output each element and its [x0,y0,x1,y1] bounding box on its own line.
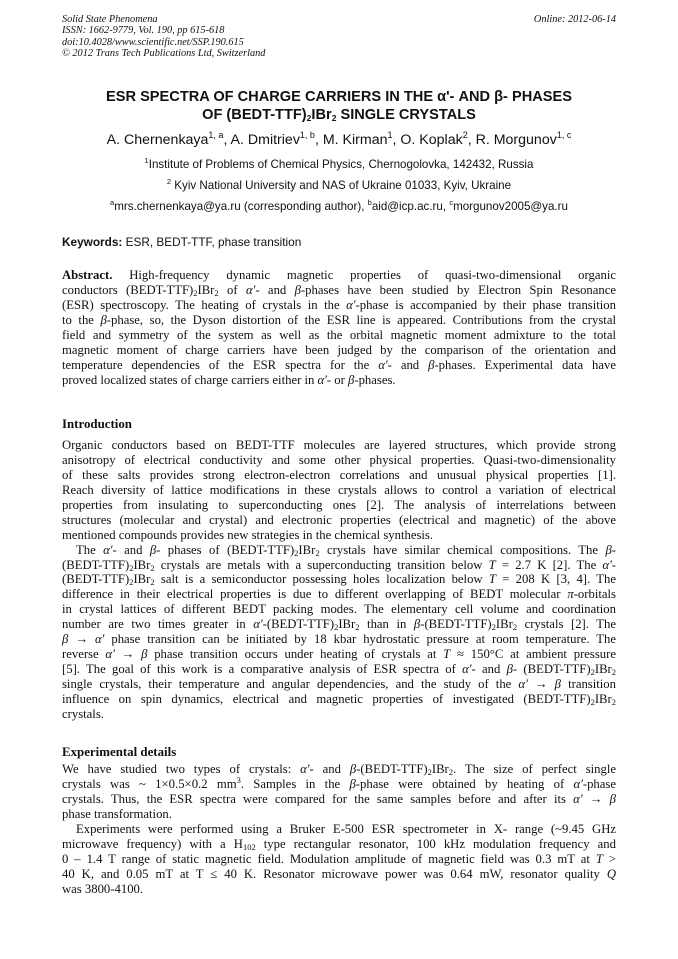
text-run: β [100,312,107,327]
text-run: salt is a semiconductor possessing holes localization below [154,572,489,587]
text-run: α' [573,791,583,806]
text-run: crystals. Thus, the ESR spectra were compared for the same samples before and after its [62,791,574,806]
text-run: α' [602,557,612,572]
title-text: OF (BEDT-TTF) [202,107,307,123]
introduction-paragraph [62,438,616,722]
text-run: IBr [298,542,316,557]
email-link[interactable]: morgunov2005@ya.ru [453,200,568,213]
text-line [62,587,616,602]
text-line [62,677,616,692]
text-run: α' [518,677,528,691]
text-line [62,792,616,807]
email-sup: a [110,198,115,207]
affiliation-sup: 2 [166,177,172,186]
affiliation-1 [62,158,616,172]
text-run: crystals [2]. The [517,617,616,632]
text-run: α' [317,372,327,387]
text-run: > [602,851,616,866]
author-affiliation-sup: 2 [462,130,468,140]
text-run: reverse [62,647,106,662]
text-run: β [141,647,148,662]
text-run: We have studied two types of crystals: [62,762,301,776]
text-run: type rectangular resonator, 100 kHz modulation frequency and [255,836,616,851]
text-run: Reach diversity of lattice modifications in these crystals allows to control a variation of electrical [62,482,616,497]
text-run: (ESR) spectroscopy. The heating of crystals in the [62,297,347,312]
journal-copyright: © 2012 Trans Tech Publications Ltd, Switzerland [62,48,266,60]
text-run: - phases of (BEDT-TTF) [156,542,295,557]
text-run: 2 [590,667,595,678]
author-affiliation-sup: 1 [387,130,393,140]
text-run: β [605,542,612,557]
text-run: temperature dependencies of the ESR spectra for the [62,357,379,372]
text-run: influence on spin dynamics, electrical and magnetic properties of investigated (BEDT-TTF) [62,691,591,706]
text-run: β [62,632,69,647]
text-run: Organic conductors based on BEDT-TTF molecules are layered structures, which provide strong [62,438,616,452]
text-run: α' [378,357,388,372]
text-line [62,558,616,573]
text-run: - and [387,357,429,372]
text-run: 2 [129,562,134,573]
text-run: difference in their electrical properties is due to different overlapping of BEDT molecular [62,587,568,602]
author-name: M. Kirman [322,132,388,148]
text-run: crystals was ~ 1×0.5×0.2 mm [62,776,237,791]
text-line [62,807,616,822]
text-run: β [349,762,357,776]
text-run: 2 [611,696,616,707]
text-run: 2 [512,622,518,633]
text-run: -phase were obtained by heating of [355,776,574,791]
text-run: of these salts provides strong electron-electron correlations and unusual physical properties [1]. [62,467,616,482]
text-run: -phases have been studied by Electron Spin Resonance [300,282,616,297]
text-line [62,837,616,852]
email-sup: b [367,198,372,207]
text-run: -orbitals [573,587,616,602]
keywords [62,235,616,249]
text-line [62,498,616,513]
text-run: 2 [315,547,320,558]
author-separator: , [392,132,401,148]
text-run: magnetic moment of charge carriers have been judged by the comparison of the orientation and [62,342,616,357]
email-sup: c [449,198,454,207]
text-line [62,313,616,328]
text-run: 2 [427,767,432,777]
text-run: single crystals, their temperature and angular dependencies, and the study of the [62,677,519,691]
author-list [62,131,616,149]
text-line [62,662,616,677]
online-date: Online: 2012-06-14 [533,14,616,25]
text-run: α' [300,762,310,776]
text-run: of [218,282,246,297]
text-run: → [527,677,555,691]
text-run: transition [560,677,616,691]
author-name: R. Morgunov [475,132,557,148]
text-run: -(BEDT-TTF) [262,617,335,632]
title-line-1: ESR SPECTRA OF CHARGE CARRIERS IN THE α'- AND β- PHASES [106,89,572,105]
affiliation-2 [62,179,616,193]
text-line [62,617,616,632]
text-run: field and symmetry of the system as well as the orbital magnetic moment admixture to the total [62,327,616,342]
text-line [62,867,616,882]
text-run: 3 [236,774,241,785]
text-line [62,572,616,587]
text-run: crystals are metals with a superconducting transition below [154,557,489,572]
text-run: - [611,542,616,557]
text-run: -phase is accompanied by their phase transition [355,297,616,312]
text-line [62,647,616,662]
text-run: β [554,677,561,691]
text-run: IBr [197,282,215,297]
text-run: Abstract. [62,268,113,282]
text-line [62,483,616,498]
text-run: T [443,647,451,662]
text-run: β [413,617,421,632]
author-emails [62,200,616,214]
text-line [62,343,616,358]
text-run: α' [253,617,263,632]
text-run: -(BEDT-TTF) [420,617,492,632]
text-run: crystals. [62,706,104,721]
text-run: - and [255,282,295,297]
text-run: than in [359,617,414,632]
text-run: - and [112,542,150,557]
email-link[interactable]: mrs.chernenkaya@ya.ru (corresponding author), [114,200,368,213]
text-line [62,438,616,453]
text-run: 2 [491,622,496,633]
text-run: 2 [214,287,219,298]
text-run: β [506,662,513,677]
text-line [62,762,616,777]
text-run: - and [309,762,350,776]
text-run: [5]. The goal of this work is a comparative analysis of ESR spectra of [62,662,463,677]
text-run: 2 [334,622,339,633]
text-run: IBr [594,662,612,677]
title-sub: 2 [306,113,312,123]
text-run: β [609,791,616,806]
text-run: . Samples in the [240,776,350,791]
author-affiliation-sup: 1, c [556,130,572,140]
text-line [62,774,616,792]
keywords-text: ESR, BEDT-TTF, phase transition [122,235,302,249]
title-sub: 2 [331,113,337,123]
text-run: phase transition occurs under heating of crystals at [147,647,444,662]
text-run: = 2.7 K [2]. The [495,557,603,572]
text-run: properties from insulating to superconducting ones [2]. The analysis of interrelations between [62,497,616,512]
text-run: IBr [594,691,612,706]
text-run: number are two times greater in [62,617,254,632]
text-run: = 208 K [3, 4]. The [495,572,616,587]
text-line [62,298,616,313]
text-run: microwave frequency) with a H [62,836,243,851]
journal-header [62,14,616,60]
text-line [62,373,616,388]
author-name: O. Koplak [400,132,463,148]
experimental-paragraph [62,762,616,896]
text-run: in crystal lattices of different BEDT packing modes. The elementary cell volume and coordination [62,602,616,617]
text-run: crystals have similar chemical compositions. The [319,542,606,557]
text-run: -phase [582,776,616,791]
text-run: - and [471,662,507,677]
text-run: 2 [193,287,198,298]
text-line [62,358,616,373]
text-run: α' [245,282,256,297]
text-run: -(BEDT-TTF) [356,762,428,776]
text-run: IBr [133,557,151,572]
affiliation-sup: 1 [144,156,149,165]
title-text: IBr [311,107,332,123]
author-affiliation-sup: 1, b [299,130,315,140]
text-run: anisotropy of electrical conductivity and some other physical properties. Quasi-two-dimensionality [62,452,616,467]
title-text: SINGLE CRYSTALS [336,107,476,123]
section-heading-experimental: Experimental details [62,745,177,759]
text-run: 2 [355,622,360,633]
text-run: T [488,557,496,572]
author-affiliation-sup: 1, a [208,130,224,140]
text-run: -phases. [354,372,396,387]
text-run: High-frequency dynamic magnetic properties of quasi-two-dimensional organic [112,268,616,282]
text-line [62,453,616,468]
text-run: T [488,572,496,587]
text-run: IBr [338,617,356,632]
text-run: phase transformation. [62,806,172,821]
affiliation-text: Institute of Problems of Chemical Physics, Chernogolovka, 142432, Russia [148,158,534,171]
text-run: . The size of perfect single [453,762,616,776]
title-line-2 [62,106,616,124]
text-line [62,852,616,867]
text-run: was 3800-4100. [62,881,144,896]
text-run: IBr [431,762,449,776]
text-run: β [349,776,356,791]
text-run: α' [95,632,105,647]
text-run: (BEDT-TTF) [62,572,130,587]
text-run: α' [103,542,113,557]
journal-doi: doi:10.4028/www.scientific.net/SSP.190.615 [62,36,244,48]
text-run: 40 K, and 0.05 mT at T ≤ 40 K. Resonator microwave power was 0.64 mW, resonator quality [62,866,607,881]
text-run: β [294,282,301,297]
section-heading-introduction: Introduction [62,417,132,431]
text-run: (BEDT-TTF) [62,557,130,572]
text-run: conductors (BEDT-TTF) [62,282,194,297]
text-run: β [428,357,435,372]
text-run: 2 [448,767,454,777]
journal-issn: ISSN: 1662-9779, Vol. 190, pp 615-618 [62,25,225,37]
text-run: α' [462,662,472,677]
text-run: The [76,542,104,557]
text-run: to the [62,312,101,327]
affiliation-text: Kyiv National University and NAS of Ukraine 01033, Kyiv, Ukraine [171,179,512,192]
text-run: 0 – 1.4 T range of static magnetic field. Modulation amplitude of magnetic field was 0.3 mT at [62,851,596,866]
text-line [62,632,616,647]
text-run: ≈ 150°C at ambient pressure [450,647,616,662]
author-separator: , [223,132,231,148]
author-name: A. Chernenkaya [106,132,209,148]
paper-title [62,88,616,124]
text-run: - (BEDT-TTF) [512,662,591,677]
text-run: Q [606,866,616,881]
abstract-paragraph [62,268,616,388]
text-run: β [149,542,157,557]
text-run: → [114,647,142,662]
author-separator: , [314,132,323,148]
email-link[interactable]: aid@icp.ac.ru, [371,200,450,213]
text-run: α' [105,647,115,662]
text-run: IBr [133,572,151,587]
keywords-label: Keywords: [62,235,123,249]
text-run: 2 [129,577,134,588]
text-line [62,328,616,343]
text-line [62,468,616,483]
text-run: 102 [242,841,256,852]
text-run: → [582,791,610,806]
text-run: phase transition can be initiated by 18 kbar hydrostatic pressure at room temperature. The [104,632,616,647]
text-line [62,602,616,617]
text-run: T [595,851,603,866]
text-run: 2 [611,667,617,678]
text-run: 2 [150,577,155,588]
author-separator: , [467,132,476,148]
text-run: 2 [150,562,155,573]
text-run: π [567,587,574,602]
text-line [62,268,616,283]
text-run: proved localized states of charge carriers either in [62,372,318,387]
text-run: α' [346,297,356,312]
author-name: A. Dmitriev [230,132,300,148]
text-run: 2 [294,547,299,558]
text-run: structures (molecular and crystal) and electronic properties (electrical and magnetic) of the above [62,512,616,527]
text-line [62,283,616,298]
text-run: -phase, so, the Dyson distortion of the ESR line is appeared. Contributions from the crystal [106,312,616,327]
text-run: α' [573,776,583,791]
text-run: mentioned compounds provides new strategies in the chemical synthesis. [62,527,434,542]
text-run: 2 [590,696,595,707]
text-line [62,882,616,897]
text-line [62,543,616,558]
text-run: -phases. Experimental data have [434,357,616,372]
text-run: - or [326,372,349,387]
text-line [62,528,616,543]
journal-name: Solid State Phenomena [62,14,158,25]
text-line [62,692,616,707]
text-run: IBr [495,617,513,632]
text-run: → [68,632,95,647]
text-line [62,707,616,722]
text-run: - [611,557,617,572]
text-run: Experiments were performed using a Bruker E-500 ESR spectrometer in X- range (~9.45 GHz [76,821,616,836]
text-line [62,822,616,837]
text-line [62,513,616,528]
text-run: β [348,372,355,387]
